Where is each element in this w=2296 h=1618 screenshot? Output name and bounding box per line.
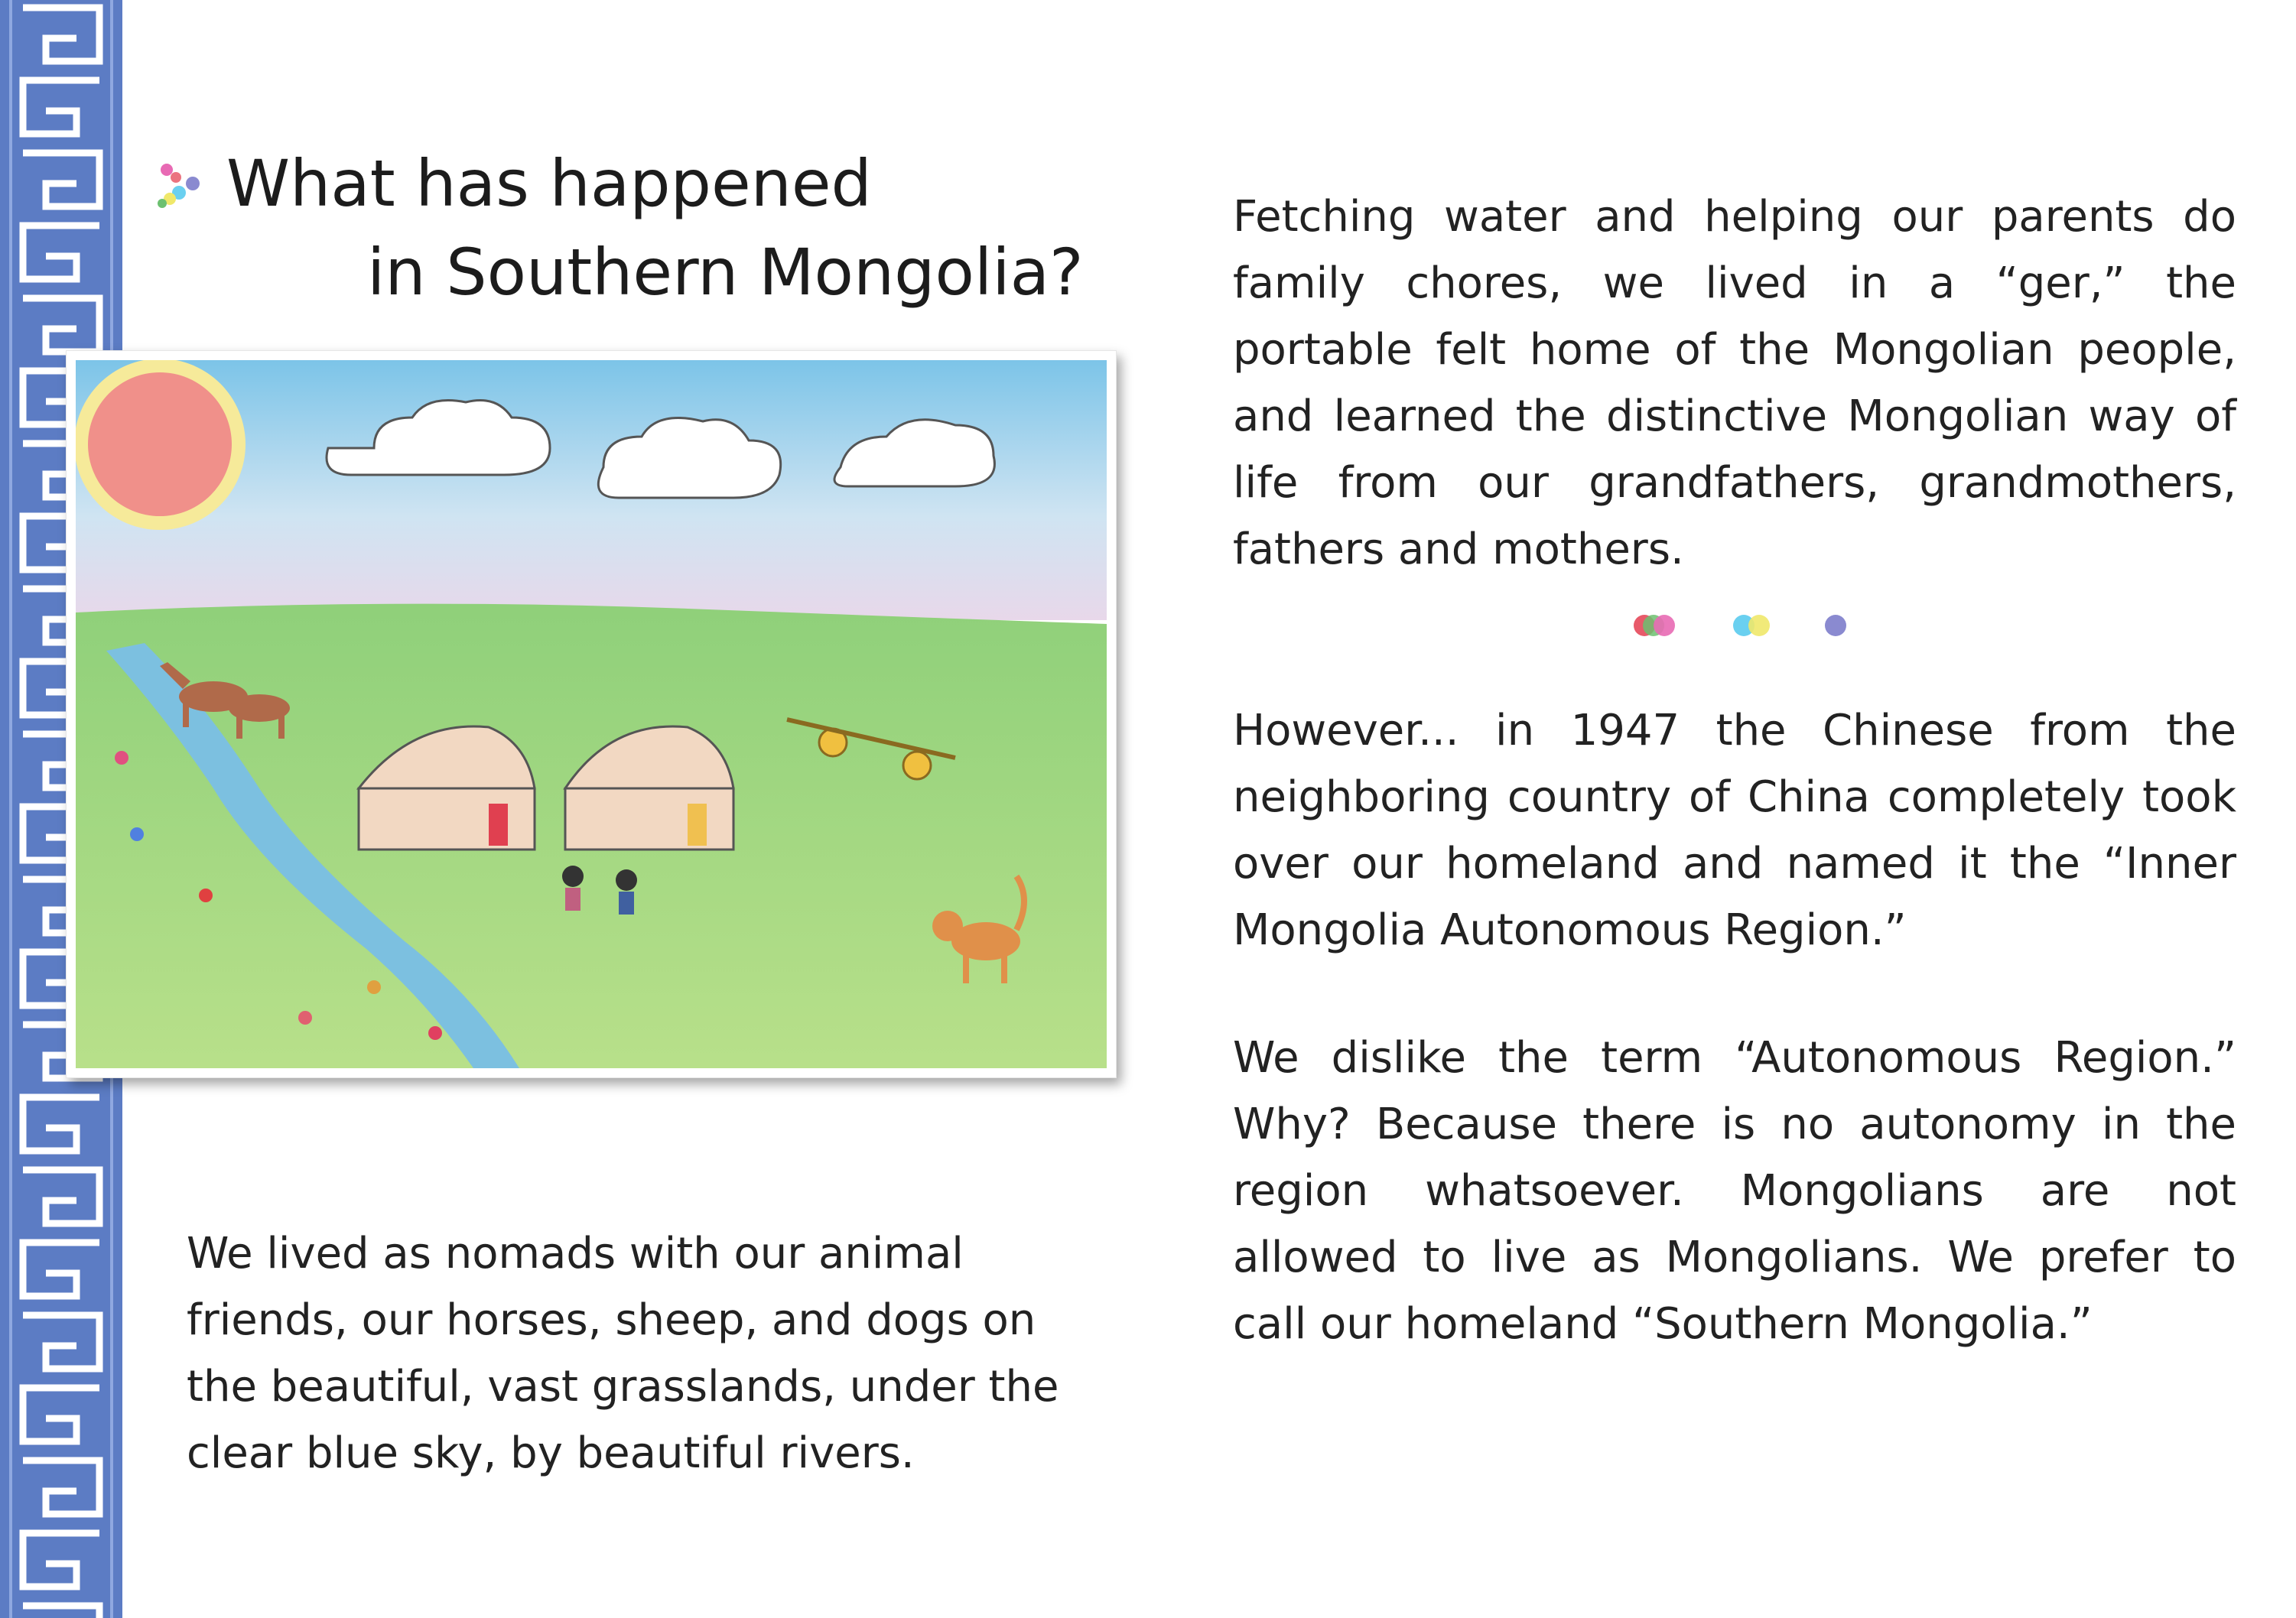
paragraph-nomads: We lived as nomads with our animal friends, our horses, sheep, and dogs on the beautiful, vast grasslands, under the clear blue sky, by beautiful rivers.: [187, 1229, 1059, 1478]
paragraph-autonomous-region: We dislike the term “Autonomous Region.” Why? Because there is no autonomy in the region whatsoever. Mongolians are not allowed to live as Mongolians. We prefer to call our homeland “Southern Mongolia.”: [1233, 1033, 2236, 1349]
title-line-2: in Southern Mongolia?: [367, 235, 1084, 310]
paragraph-ger-life: Fetching water and helping our parents do family chores, we lived in a “ger,” the portable felt home of the Mongolian people, and learned the distinctive Mongolian way of life from our grandfathers, grandmothers, fathers and mothers.: [1233, 192, 2236, 574]
title-line-1: What has happened: [226, 146, 872, 221]
dots-separator-icon: [1629, 610, 1851, 641]
paragraph-1947-takeover: However... in 1947 the Chinese from the neighboring country of China completely took over our homeland and named it the “Inner Mongolia Autonomous Region.”: [1233, 706, 2236, 955]
nomad-landscape-drawing: [66, 350, 1117, 1078]
sun-icon: [76, 360, 246, 530]
title-dots-icon: [153, 161, 207, 214]
